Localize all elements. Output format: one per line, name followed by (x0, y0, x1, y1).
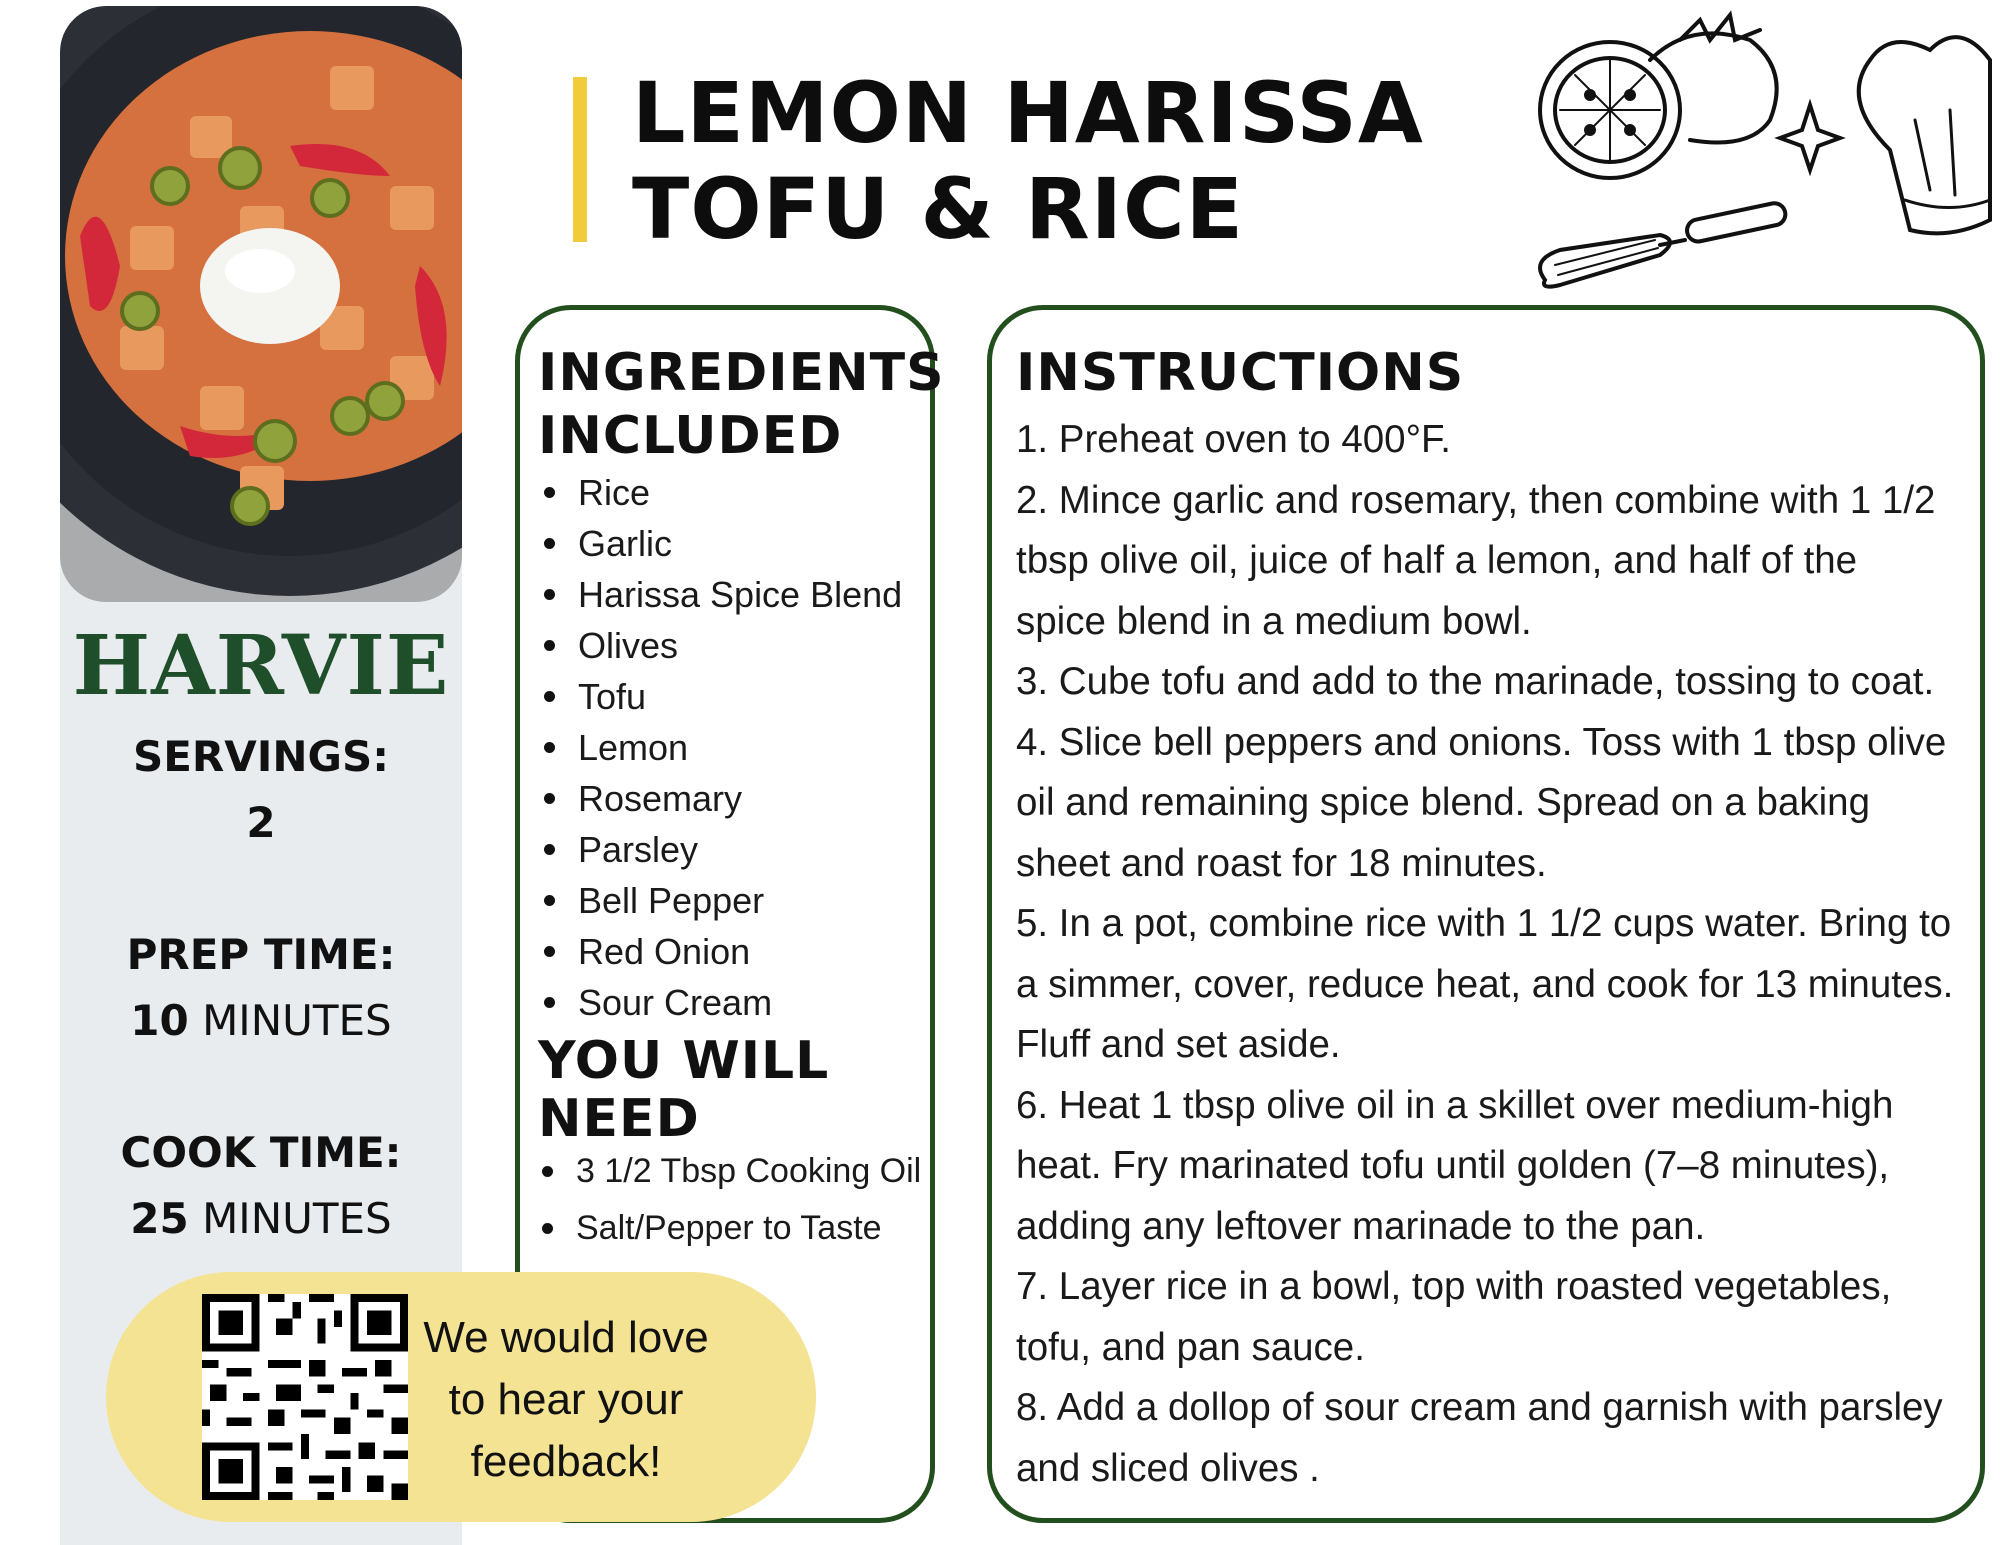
ingredient-item: Parsley (538, 824, 902, 875)
ingredient-item: Red Onion (538, 926, 902, 977)
prep-time-number: 10 (130, 996, 189, 1045)
cook-time-number: 25 (130, 1194, 189, 1243)
instruction-step: 5. In a pot, combine rice with 1 1/2 cups water. Bring to a simmer, cover, reduce heat, and cook for 13 minutes. Fluff and set aside. (1016, 902, 1954, 1066)
feedback-banner[interactable] (106, 1272, 816, 1522)
feedback-line-3: feedback! (470, 1437, 662, 1486)
ingredient-item: Sour Cream (538, 977, 902, 1028)
prep-time-label: PREP TIME: (126, 930, 396, 979)
ingredient-item: Rice (538, 467, 902, 518)
qr-code[interactable] (202, 1294, 408, 1500)
ingredient-item: Tofu (538, 671, 902, 722)
instruction-step: 2. Mince garlic and rosemary, then combine with 1 1/2 tbsp olive oil, juice of half a lemon, and half of the spice blend in a medium bowl. (1016, 478, 1936, 643)
ingredient-item: Harissa Spice Blend (538, 569, 902, 620)
tomato-doodle-icon (1540, 15, 1777, 178)
recipe-title-line-1: LEMON HARISSA (632, 64, 1424, 162)
instructions-heading: INSTRUCTIONS (1016, 343, 1465, 403)
instruction-step: 7. Layer rice in a bowl, top with roasted vegetables, tofu, and pan sauce. (1016, 1265, 1892, 1369)
instruction-step: 3. Cube tofu and add to the marinade, tossing to coat. (1016, 660, 1935, 703)
cook-time-label: COOK TIME: (120, 1128, 402, 1177)
cook-time-unit: MINUTES (188, 1194, 392, 1243)
ingredient-item: Bell Pepper (538, 875, 902, 926)
title-accent-bar (573, 77, 587, 242)
feedback-line-2: to hear your (448, 1375, 684, 1424)
need-item: Salt/Pepper to Taste (536, 1200, 921, 1257)
kitchen-doodles (1510, 0, 2000, 300)
need-item: 3 1/2 Tbsp Cooking Oil (536, 1143, 921, 1200)
prep-time-unit: MINUTES (188, 996, 392, 1045)
sparkle-icon (1780, 105, 1840, 170)
ingredients-heading-line-2: INCLUDED (538, 406, 843, 466)
instruction-step: 4. Slice bell peppers and onions. Toss with 1 tbsp olive oil and remaining spice blend. Spread on a baking sheet and roast for 18 minutes. (1016, 720, 1947, 885)
chef-hat-icon (1859, 37, 1990, 233)
recipe-title-line-2: TOFU & RICE (632, 160, 1245, 258)
you-will-need-heading-line-1: YOU WILL (538, 1031, 830, 1091)
instruction-step: 1. Preheat oven to 400°F. (1016, 418, 1451, 461)
cook-time-value (60, 1194, 462, 1243)
instructions-steps (1016, 410, 1956, 1499)
servings-label: SERVINGS: (132, 732, 390, 781)
ingredient-item: Olives (538, 620, 902, 671)
instruction-step: 6. Heat 1 tbsp olive oil in a skillet over medium-high heat. Fry marinated tofu until golden (7–8 minutes), adding any leftover marinade to the pan. (1016, 1083, 1894, 1248)
dish-photo (60, 6, 462, 602)
feedback-text (416, 1307, 716, 1493)
you-will-need-heading-line-2: NEED (538, 1089, 700, 1149)
ingredient-item: Garlic (538, 518, 902, 569)
ingredient-item: Rosemary (538, 773, 902, 824)
brand-logo: HARVIE (72, 618, 450, 714)
feedback-line-1: We would love (423, 1313, 709, 1362)
prep-time-value (60, 996, 462, 1045)
instruction-step: 8. Add a dollop of sour cream and garnish with parsley and sliced olives . (1016, 1386, 1943, 1490)
servings-value: 2 (246, 798, 276, 847)
you-will-need-list (536, 1143, 921, 1257)
ingredients-list (538, 467, 902, 1028)
ingredients-heading-line-1: INGREDIENTS (538, 343, 945, 403)
whisk-icon (1540, 201, 1787, 286)
ingredient-item: Lemon (538, 722, 902, 773)
